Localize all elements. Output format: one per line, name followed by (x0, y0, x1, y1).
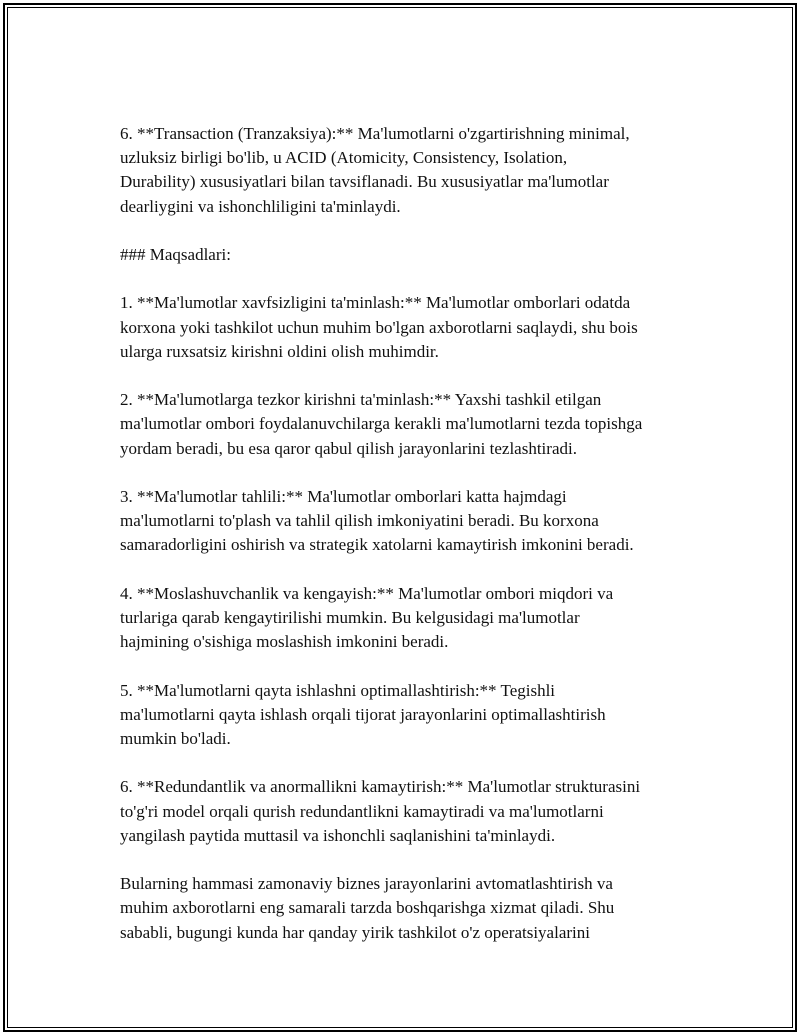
paragraph-goal-2: 2. **Ma'lumotlarga tezkor kirishni ta'minlash:** Yaxshi tashkil etilgan ma'lumotlar ombori foydalanuvchilarga kerakli ma'lumotlarni tezda topishga yordam beradi, bu esa qaror qabul qilish jarayonlarini tezlashtiradi. (120, 390, 643, 458)
paragraph-goal-5: 5. **Ma'lumotlarni qayta ishlashni optimallashtirish:** Tegishli ma'lumotlarni qayta ishlash orqali tijorat jarayonlarini optimallashtirish mumkin bo'ladi. (120, 680, 606, 748)
paragraph-goal-6: 6. **Redundantlik va anormallikni kamaytirish:** Ma'lumotlar strukturasini to'g'ri model orqali qurish redundantlikni kamaytiradi va ma'lumotlarni yangilash paytida muttasil va ishonchli saqlanishini ta'minlaydi. (120, 777, 641, 845)
paragraph-goal-4: 4. **Moslashuvchanlik va kengayish:** Ma'lumotlar ombori miqdori va turlariga qarab kengaytirilishi mumkin. Bu kelgusidagi ma'lumotlar hajmining o'sishiga moslashish imkonini beradi. (120, 583, 614, 652)
paragraph-transaction: 6. **Transaction (Tranzaksiya):** Ma'lumotlarni o'zgartirishning minimal, uzluksiz birligi bo'lib, u ACID (Atomicity, Consistency, Isolation, Durability) xususiyatlari bilan tavsiflanadi. Bu xususiyatlar ma'lumotlar dearliygini va ishonchliligini ta'minlaydi. (120, 124, 630, 216)
page-border (3, 3, 797, 1032)
paragraph-goal-1: 1. **Ma'lumotlar xavfsizligini ta'minlash:** Ma'lumotlar omborlari odatda korxona yoki tashkilot uchun muhim bo'lgan axborotlarni saqlaydi, shu bois ularga ruxsatsiz kirishni oldini olish muhimdir. (120, 293, 638, 361)
heading-maqsadlari: ### Maqsadlari: (120, 245, 231, 264)
document-body (120, 122, 710, 945)
paragraph-goal-3: 3. **Ma'lumotlar tahlili:** Ma'lumotlar omborlari katta hajmdagi ma'lumotlarni to'plash va tahlil qilish imkoniyatini beradi. Bu korxona samaradorligini oshirish va strategik xatolarni kamaytirish imkonini beradi. (120, 486, 634, 555)
paragraph-conclusion: Bularning hammasi zamonaviy biznes jarayonlarini avtomatlashtirish va muhim axborotlarni eng samarali tarzda boshqarishga xizmat qiladi. Shu sababli, bugungi kunda har qanday yirik tashkilot o'z operatsiyalarini (120, 874, 615, 942)
